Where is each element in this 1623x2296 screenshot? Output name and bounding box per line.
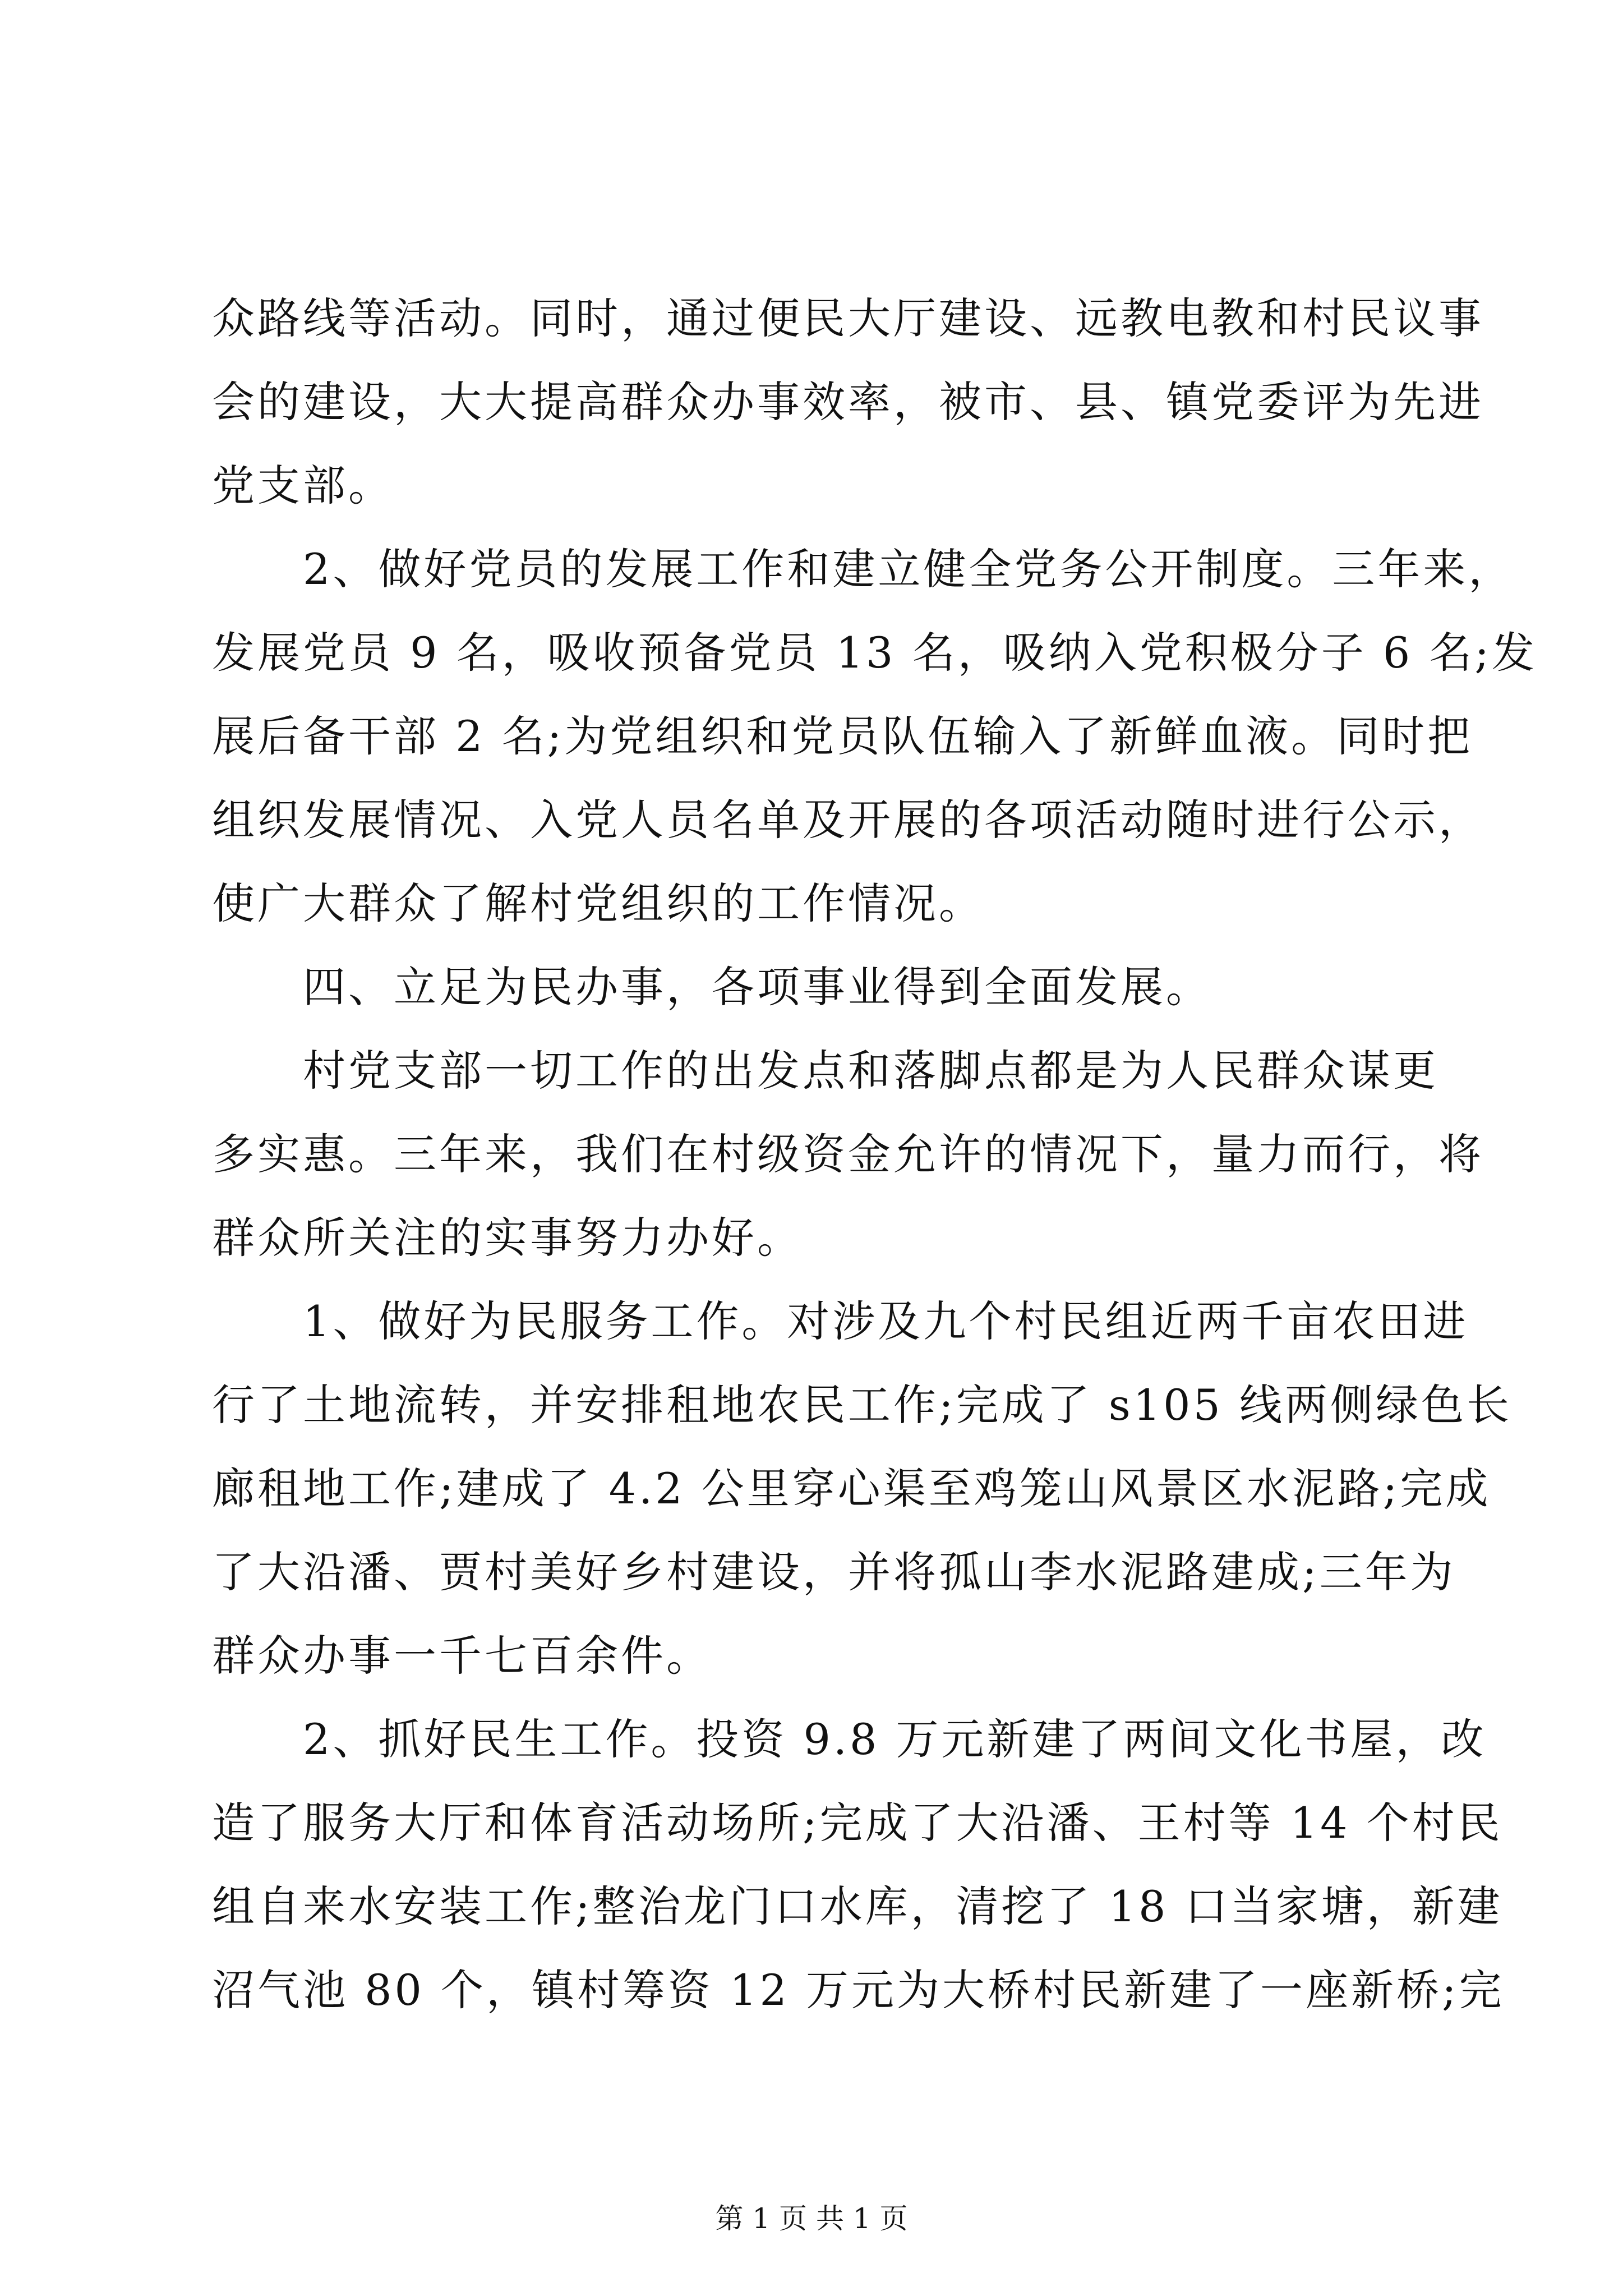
body-line: 群众办事一千七百余件。: [212, 1631, 712, 1681]
body-line: 发展党员 9 名，吸收预备党员 13 名，吸纳入党积极分子 6 名;发: [212, 628, 1537, 678]
body-line: 党支部。: [212, 461, 394, 510]
body-line: 多实惠。三年来，我们在村级资金允许的情况下，量力而行，将: [212, 1129, 1484, 1179]
section-heading: 四、立足为民办事，各项事业得到全面发展。: [303, 962, 1211, 1012]
body-line: 廊租地工作;建成了 4.2 公里穿心渠至鸡笼山风景区水泥路;完成: [212, 1464, 1491, 1513]
page-number-footer: 第 1 页 共 1 页: [715, 2202, 908, 2235]
body-line: 展后备干部 2 名;为党组织和党员队伍输入了新鲜血液。同时把: [212, 711, 1473, 761]
body-line: 造了服务大厅和体育活动场所;完成了大沿潘、王村等 14 个村民: [212, 1798, 1503, 1848]
body-line: 2、做好党员的发展工作和建立健全党务公开制度。三年来，: [303, 544, 1514, 594]
body-line: 会的建设，大大提高群众办事效率，被市、县、镇党委评为先进: [212, 377, 1484, 427]
body-line: 组自来水安装工作;整治龙门口水库，清挖了 18 口当家塘，新建: [212, 1881, 1503, 1931]
body-line: 使广大群众了解村党组织的工作情况。: [212, 878, 984, 928]
body-line: 1、做好为民服务工作。对涉及九个村民组近两千亩农田进: [303, 1296, 1469, 1346]
body-line: 组织发展情况、入党人员名单及开展的各项活动随时进行公示，: [212, 795, 1484, 845]
body-line: 众路线等活动。同时，通过便民大厅建设、远教电教和村民议事: [212, 293, 1484, 343]
body-line: 行了土地流转，并安排租地农民工作;完成了 s105 线两侧绿色长: [212, 1380, 1512, 1430]
body-line: 2、抓好民生工作。投资 9.8 万元新建了两间文化书屋，改: [303, 1714, 1487, 1764]
body-line: 沼气池 80 个，镇村筹资 12 万元为大桥村民新建了一座新桥;完: [212, 1965, 1505, 2015]
body-line: 村党支部一切工作的出发点和落脚点都是为人民群众谋更: [303, 1046, 1438, 1096]
body-line: 群众所关注的实事努力办好。: [212, 1213, 803, 1263]
body-line: 了大沿潘、贾村美好乡村建设，并将孤山李水泥路建成;三年为: [212, 1547, 1456, 1597]
